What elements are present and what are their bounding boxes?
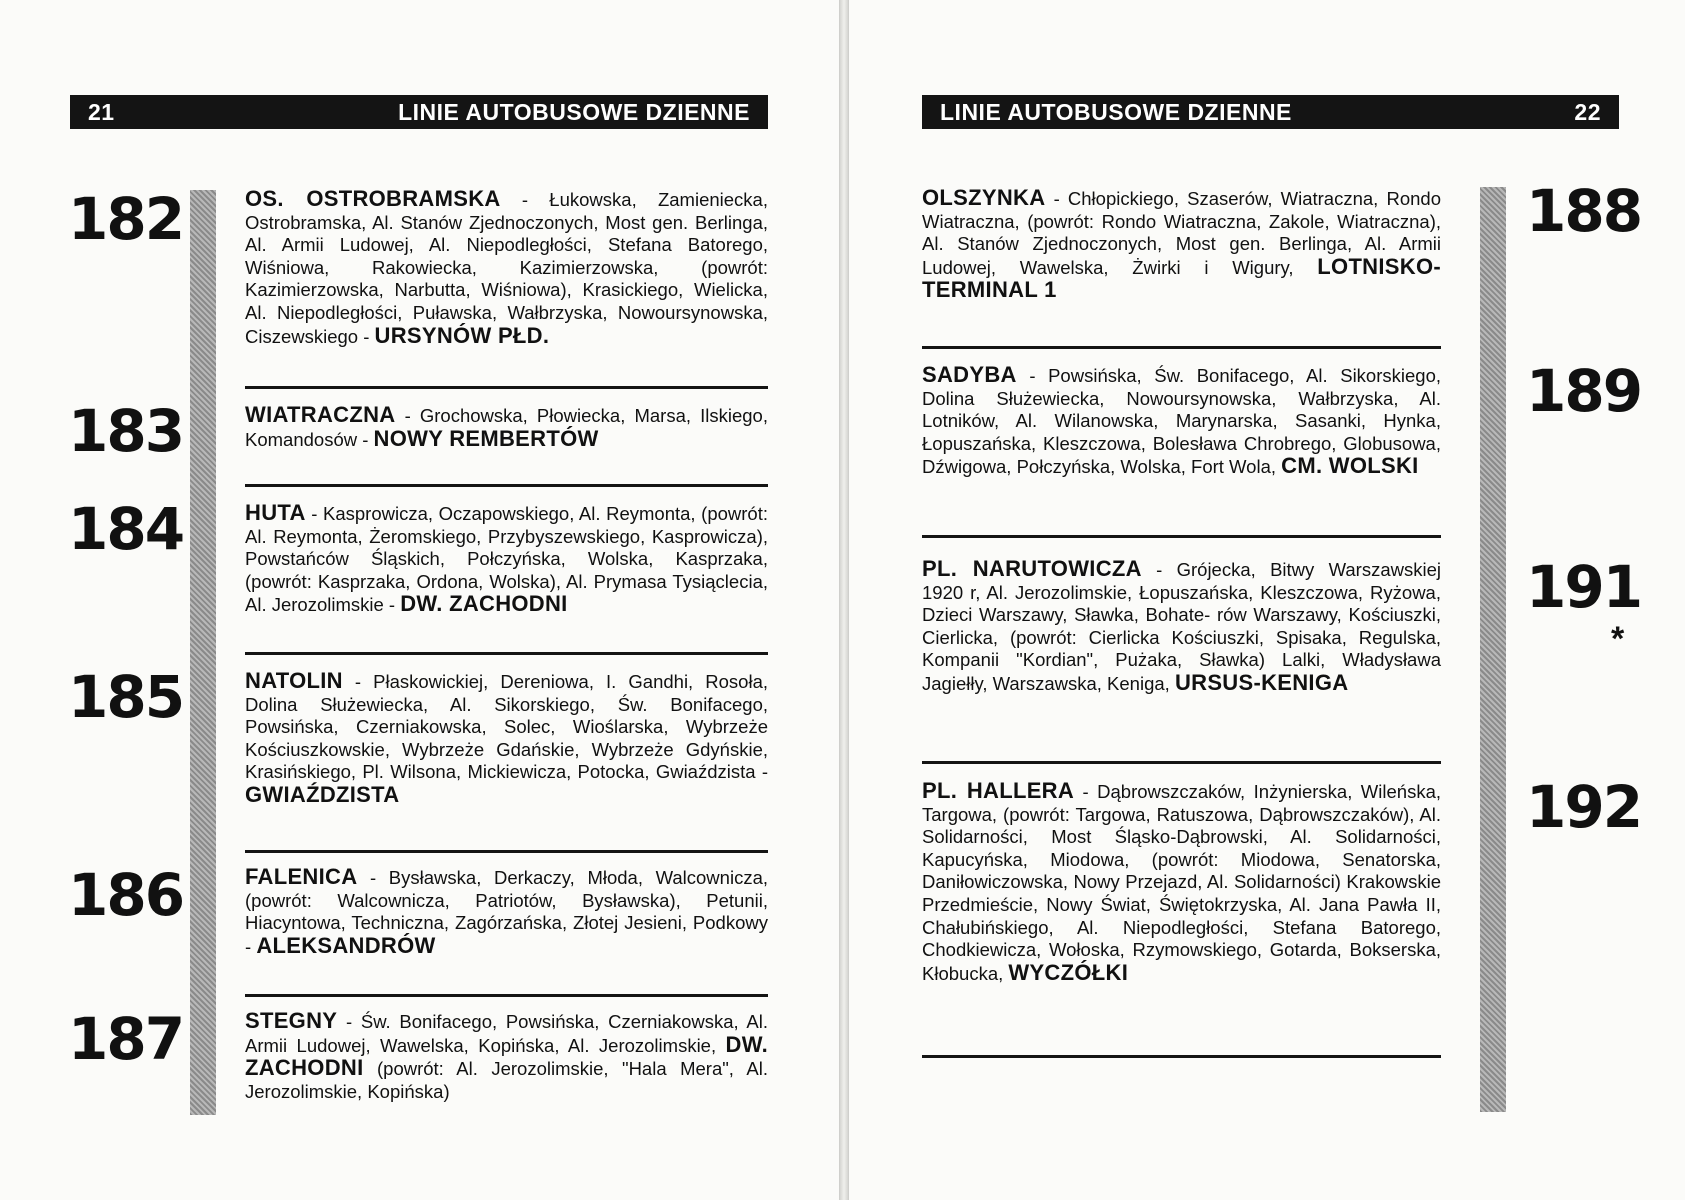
route-end: CM. WOLSKI: [1281, 453, 1419, 479]
divider: [922, 346, 1441, 349]
route-end: DW. ZACHODNI: [400, 591, 568, 617]
divider: [922, 535, 1441, 538]
route-start: STEGNY: [245, 1008, 338, 1033]
line-number: 186: [68, 861, 184, 929]
route-start: PL. NARUTOWICZA: [922, 556, 1142, 581]
route-stops: - Powsińska, Św. Bonifacego, Al. Sikorskiego, Dolina Służewiecka, Nowoursynowska, Wałbrzyska, Al. Lotników, Al. Wilanowska, Marynarska, Sasanki, Hynka, Łopuszańska, Kleszczowa, Bolesława Chrobrego, Globusowa, Dźwigowa, Połczyńska, Wolska, Fort Wola,: [922, 365, 1441, 478]
divider: [245, 850, 768, 853]
route-entry: [922, 187, 1441, 303]
route-stops: - Dąbrowszczaków, Inżynierska, Wileńska, Targowa, (powrót: Targowa, Ratuszowa, Dąbrowszczaków), Al. Solidarności, Most Śląsko-Dąbrowski, Al. Solidarności, Kapucyńska, Miodowa, (powrót: Miodowa, Senatorska, Daniłowiczowska, Nowy Przejazd, Al. Solidarności) Krakowskie Przedmieście, Nowy Świat, Świętokrzyska, Al. Jana Pawła II, Chałubińskiego, Al. Niepodległości, Stefana Batorego, Chodkiewicza, Wołoska, Rzymowskiego, Gotarda, Bokserska, Kłobucka,: [922, 781, 1441, 984]
page-number: 22: [1574, 98, 1601, 125]
route-entry: [922, 364, 1441, 479]
route-stops: - Chłopickiego, Szaserów, Wiatraczna, Rondo Wiatraczna, (powrót: Rondo Wiatraczna, Zakole, Wiatraczna), Al. Stanów Zjednoczonych, Most gen. Berlinga, Al. Armii Ludowej, Wawelska, Żwirki i Wigury,: [922, 188, 1441, 278]
divider: [922, 761, 1441, 764]
right-page-header: [922, 95, 1619, 129]
book-gutter: [840, 0, 848, 1200]
route-entry: [245, 188, 768, 348]
route-stops: - Grójecka, Bitwy Warszawskiej 1920 r, Al. Jerozolimskie, Łopuszańska, Kleszczowa, Ryżowa, Dzieci Warszawy, Sławka, Bohate- rów Warszawy, Kościuszki, Cierlicka, (powrót: Cierlicka Kościuszki, Spisaka, Regulska, Kompanii "Kordian", Pużaka, Sławka) Lalki, Władysława Jagiełły, Warszawska, Keniga,: [922, 559, 1441, 694]
route-start: NATOLIN: [245, 668, 343, 693]
route-stops: - Grochowska, Płowiecka, Marsa, Ilskiego, Komandosów -: [245, 405, 768, 450]
header-title: LINIE AUTOBUSOWE DZIENNE: [940, 98, 1292, 125]
route-entry: [245, 404, 768, 451]
route-start: WIATRACZNA: [245, 402, 396, 427]
route-start: OLSZYNKA: [922, 185, 1046, 210]
route-stops: - Św. Bonifacego, Powsińska, Czerniakowska, Al. Armii Ludowej, Wawelska, Kopińska, Al. Jerozolimskie,: [245, 1011, 768, 1056]
route-end: URSYNÓW PŁD.: [374, 322, 550, 348]
line-number: 192: [1526, 773, 1642, 841]
note-mark: *: [1611, 620, 1625, 658]
header-title: LINIE AUTOBUSOWE DZIENNE: [398, 98, 750, 125]
route-end: LOTNISKO-TERMINAL 1: [922, 253, 1441, 303]
left-decorative-bar: [190, 190, 216, 1115]
divider: [922, 1055, 1441, 1058]
divider: [245, 994, 768, 997]
left-page: [0, 0, 840, 1200]
page-number: 21: [88, 98, 115, 125]
right-decorative-bar: [1480, 187, 1506, 1112]
route-entry: [245, 670, 768, 808]
line-number: 191: [1526, 553, 1642, 621]
route-start: SADYBA: [922, 362, 1017, 387]
route-end: URSUS-KENIGA: [1174, 669, 1349, 695]
line-number: 183: [68, 397, 184, 465]
line-number: 182: [68, 185, 184, 253]
line-number: 184: [68, 495, 184, 563]
route-entry: [245, 1010, 768, 1103]
route-stops: - Płaskowickiej, Dereniowa, I. Gandhi, Rosoła, Dolina Służewiecka, Al. Sikorskiego, Św. Bonifacego, Powsińska, Czerniakowska, Solec, Wioślarska, Wybrzeże Kościuszkowskie, Wybrzeże Gdańskie, Wybrzeże Gdyńskie, Krasińskiego, Pl. Wilsona, Mickiewicza, Potocka, Gwiaździsta -: [245, 671, 768, 783]
divider: [245, 652, 768, 655]
route-start: OS. OSTROBRAMSKA: [245, 186, 501, 211]
divider: [245, 386, 768, 389]
divider: [245, 484, 768, 487]
route-end: GWIAŹDZISTA: [245, 781, 400, 807]
route-stops: - Bysławska, Derkaczy, Młoda, Walcownicza, (powrót: Walcownicza, Patriotów, Bysławska), Petunii, Hiacyntowa, Techniczna, Zagórzańska, Złotej Jesieni, Podkowy -: [245, 867, 768, 957]
line-number: 185: [68, 663, 184, 731]
route-end: ALEKSANDRÓW: [256, 932, 436, 958]
route-end: WYCZÓŁKI: [1008, 959, 1129, 985]
route-end: NOWY REMBERTÓW: [373, 425, 599, 451]
route-stops: - Łukowska, Zamieniecka, Ostrobramska, Al. Stanów Zjednoczonych, Most gen. Berlinga, Al. Armii Ludowej, Al. Niepodległości, Stefana Batorego, Wiśniowa, Rakowiecka, Kazimierzowska, (powrót: Kazimierzowska, Narbutta, Wiśniowa), Krasickiego, Wielicka, Al. Niepodległości, Puławska, Wałbrzyska, Nowoursynowska, Ciszewskiego -: [245, 189, 768, 347]
route-entry: [245, 866, 768, 958]
route-start: PL. HALLERA: [922, 778, 1075, 803]
route-stops: - Kasprowicza, Oczapowskiego, Al. Reymonta, (powrót: Al. Reymonta, Żeromskiego, Przybyszewskiego, Kasprowicza), Powstańców Śląskich, Połczyńska, Wolska, Kasprzaka, (powrót: Kasprzaka, Ordona, Wolska), Al. Prymasa Tysiąclecia, Al. Jerozolimskie -: [245, 503, 768, 616]
line-number: 187: [68, 1005, 184, 1073]
route-end: DW. ZACHODNI: [245, 1031, 768, 1081]
left-page-header: [70, 95, 768, 129]
route-tail: (powrót: Al. Jerozolimskie, "Hala Mera", Al. Jerozolimskie, Kopińska): [245, 1058, 768, 1102]
route-entry: [245, 502, 768, 617]
right-page: [848, 0, 1685, 1200]
route-start: HUTA: [245, 500, 306, 525]
route-entry: [922, 558, 1441, 696]
line-number: 188: [1526, 177, 1642, 245]
line-number: 189: [1526, 357, 1642, 425]
route-entry: [922, 780, 1441, 985]
route-start: FALENICA: [245, 864, 358, 889]
